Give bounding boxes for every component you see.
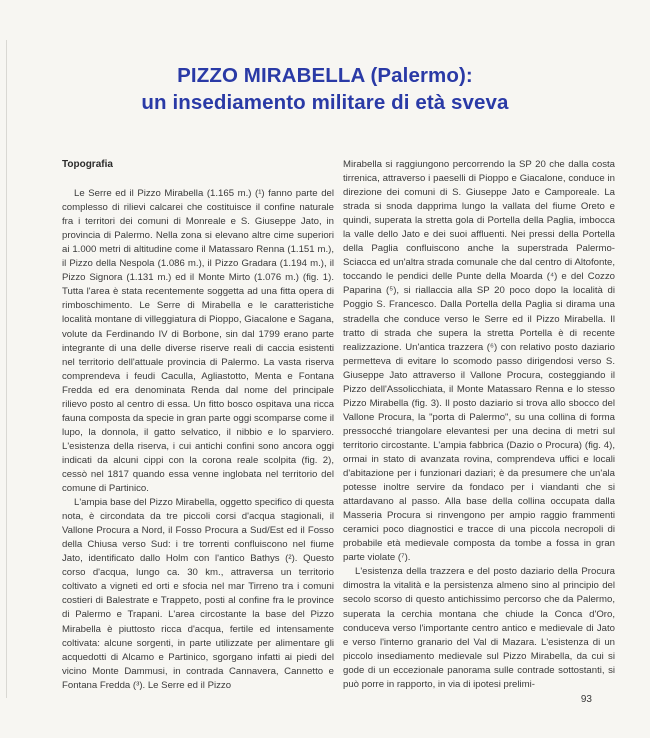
left-paragraph-2: L'ampia base del Pizzo Mirabella, oggetto specifico di questa nota, è circondata da tre piccoli corsi d'acqua stagionali, il Vallone Procura a Nord, il Fosso Procura a Sud/Est ed il Fosso della Chiusa verso Sud: i tre torrenti confluiscono nel fiume Jato, identificato dallo Holm con l'antico Bathys (²). Questo corso d'acqua, lungo ca. 30 km., attraversa un territorio coltivato a vigneti ed orti e sfocia nel mar Tirreno tra i comuni costieri di Balestrate e Trappeto, posti al confine fra le province di Palermo e Trapani. L'area circostante la base del Pizzo Mirabella è piuttosto ricca d'acqua, fertile ed intensamente coltivata: alcune sorgenti, in parte utilizzate per alimentare gli acquedotti di Alcamo e Partinico, sgorgano infatti ai piedi del vicino Monte Dammusi, in contrada Cannavera, Cannetto e Fontana Fredda (³). Le Serre ed il Pizzo <box>62 497 334 691</box>
title-line-1: PIZZO MIRABELLA (Palermo): <box>177 64 473 87</box>
page-edge-line <box>6 40 7 698</box>
right-paragraph-1: Mirabella si raggiungono percorrendo la SP 20 che dalla costa tirrenica, attraverso i paeselli di Pioppo e Giacalone, conduce in direzione dei comuni di S. Giuseppe Jato e Camporeale. La strada si snoda dapprima lungo la vallata del fiume Oreto e quindi, superata la stretta gola di Portella della Paglia, imbocca la valle dello Jato e dei suoi affluenti. Nei pressi della Portella della Paglia confluiscono anche la superstrada Palermo-Sciacca ed un'altra strada comunale che dal centro di Altofonte, toccando le pendici delle Punte della Moarda (⁴) e del Cozzo Paparina (⁵), si riallaccia alla SP 20 poco dopo la località di Poggio S. Francesco. Dalla Portella della Paglia si dirama una stradella che conduce verso le Serre ed il Pizzo Mirabella. Il tratto di strada che supera la stretta Portella è di recente realizzazione. Un'antica trazzera (⁶) con relativo posto daziario permetteva di evitare lo scomodo passo dirigendosi verso S. Giuseppe Jato attraverso il Vallone Procura, costeggiando il Pizzo dell'Assolicchiata, il Monte Matassaro Renna e lo stesso Pizzo Mirabella (fig. 3). Il posto daziario si trova allo sbocco del Vallone Procura, la "porta di Palermo", su una collina di forma pressocché triangolare elevantesi per una decina di metri sul territorio circostante. L'ampia fabbrica (Dazio o Procura) (fig. 4), ormai in stato di avanzata rovina, comprendeva uffici e locali d'abitazione per i funzionari daziari; è da presumere che un'ala potesse inoltre servire da fondaco per i viandanti che si attardavano al passo. Alla base della collina occupata dalla Masseria Procura si rinvengono per ampio raggio frammenti ceramici poco diagnostici e tracce di una piccola necropoli di probabile età medievale composta da tombe a fossa in gran parte violate (⁷). <box>343 159 615 564</box>
left-paragraph-1: Le Serre ed il Pizzo Mirabella (1.165 m.) (¹) fanno parte del complesso di rilievi calcarei che costituisce il confine naturale fra i territori dei comuni di Monreale e S. Giuseppe Jato, in provincia di Palermo. Nella zona si elevano altre cime superiori ai 1.000 metri di altitudine come il Matassaro Renna (1.151 m.), il Pizzo della Nespola (1.086 m.), il Pizzo Gradara (1.194 m.), il Pizzo Signora (1.131 m.) ed il Monte Mirto (1.076 m.) (fig. 1). Tutta l'area è stata recentemente soggetta ad una fitta opera di rimboschimento. Le Serre di Mirabella e le caratteristiche località montane di villeggiatura di Pioppo, Giacalone e Sagana, volute da Ferdinando IV di Borbone, sin dal 1799 erano parte integrante di una delle diverse riserve reali di caccia esistenti nel territorio dell'attuale provincia di Palermo. La vasta riserva comprendeva i feudi Caculla, Agliastotto, Menta e Fontana Fredda ed era denominata Renda dal nome del principale rilievo posto al centro di essa. Un fitto bosco ospitava una ricca fauna composta da specie in gran parte oggi scomparse come il lupo, la donnola, il gatto selvatico, il nibbio e lo sparviero. L'esistenza della riserva, i cui antichi confini sono ancora oggi indicati da alcuni cippi con la corona reale scolpita (fig. 2), cessò nel 1817 quando essa venne inglobata nel territorio del comune di Partinico. <box>62 188 334 495</box>
right-column <box>343 158 615 692</box>
right-paragraph-2: L'esistenza della trazzera e del posto daziario della Procura dimostra la vitalità e la persistenza almeno sino al principio del secolo scorso di questo antichissimo percorso che da Palermo, superata la cerchia montana che chiude la Conca d'Oro, conduceva verso l'importante centro antico e medievale di Jato e verso l'interno granario del Val di Mazara. L'esistenza di un piccolo insediamento medievale sul Pizzo Mirabella, da cui si gode di un eccezionale panorama sulle contrade sottostanti, si può porre in rapporto, in via di ipotesi prelimi- <box>343 566 615 690</box>
page-number: 93 <box>580 694 592 705</box>
title-line-2: un insediamento militare di età sveva <box>141 91 509 114</box>
left-column <box>62 158 334 693</box>
article-title <box>0 62 650 116</box>
section-heading: Topografia <box>62 159 113 170</box>
